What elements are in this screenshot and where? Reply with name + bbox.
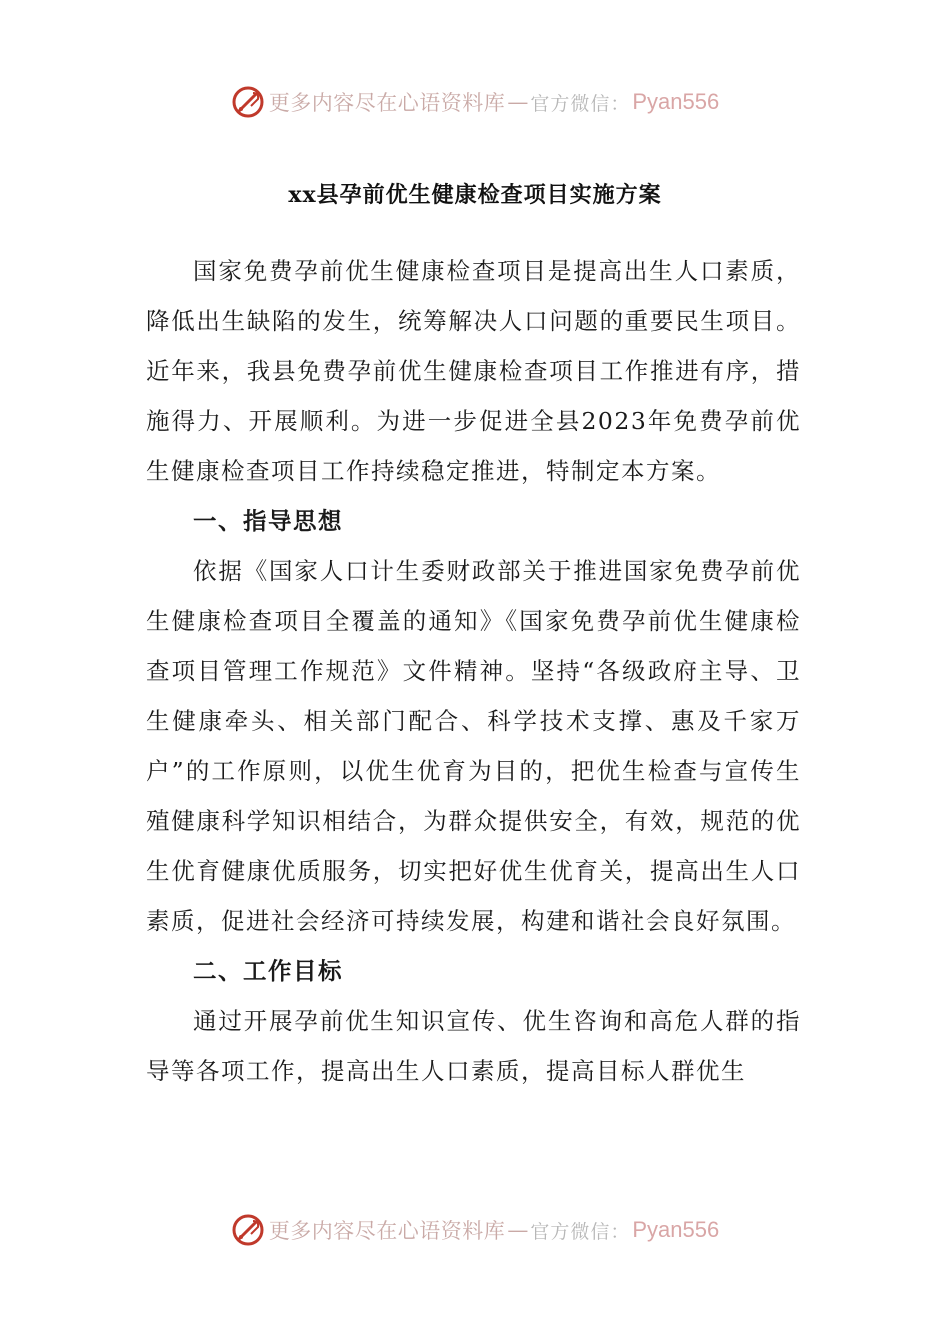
watermark-dash: — — [507, 90, 529, 114]
work-goals-paragraph: 通过开展孕前优生知识宣传、优生咨询和高危人群的指导等各项工作，提高出生人口素质，提高目标人群优生 — [146, 1007, 801, 1085]
document-body — [146, 246, 801, 1096]
section-heading-guiding-ideology: 一、指导思想 — [193, 507, 343, 535]
watermark-slogan: 更多内容尽在心语资料库 — [268, 91, 506, 115]
quill-logo-icon — [231, 1213, 265, 1247]
intro-paragraph: 国家免费孕前优生健康检查项目是提高出生人口素质，降低出生缺陷的发生，统筹解决人口问题的重要民生项目。近年来，我县免费孕前优生健康检查项目工作推进有序，措施得力、开展顺利。为进一步促进全县2023年免费孕前优生健康检查项目工作持续稳定推进，特制定本方案。 — [146, 257, 801, 485]
watermark-wechat-id: Pyan556 — [632, 89, 720, 114]
watermark-wechat-id: Pyan556 — [632, 1217, 720, 1242]
watermark-slogan: 更多内容尽在心语资料库 — [268, 1219, 506, 1243]
section-heading-work-goals: 二、工作目标 — [193, 957, 343, 985]
watermark-wechat-label: 官方微信： — [530, 1220, 631, 1243]
watermark-wechat-label: 官方微信： — [530, 92, 631, 115]
document-title: xx县孕前优生健康检查项目实施方案 — [288, 182, 662, 208]
footer-watermark-banner — [0, 1210, 950, 1250]
quill-logo-icon — [231, 85, 265, 119]
header-watermark-banner — [0, 82, 950, 122]
watermark-dash: — — [507, 1218, 529, 1242]
guiding-ideology-paragraph: 依据《国家人口计生委财政部关于推进国家免费孕前优生健康检查项目全覆盖的通知》《国家免费孕前优生健康检查项目管理工作规范》文件精神。坚持“各级政府主导、卫生健康牵头、相关部门配合、科学技术支撑、惠及千家万户”的工作原则，以优生优育为目的，把优生检查与宣传生殖健康科学知识相结合，为群众提供安全，有效，规范的优生优育健康优质服务，切实把好优生优育关，提高出生人口素质，促进社会经济可持续发展，构建和谐社会良好氛围。 — [146, 557, 801, 935]
